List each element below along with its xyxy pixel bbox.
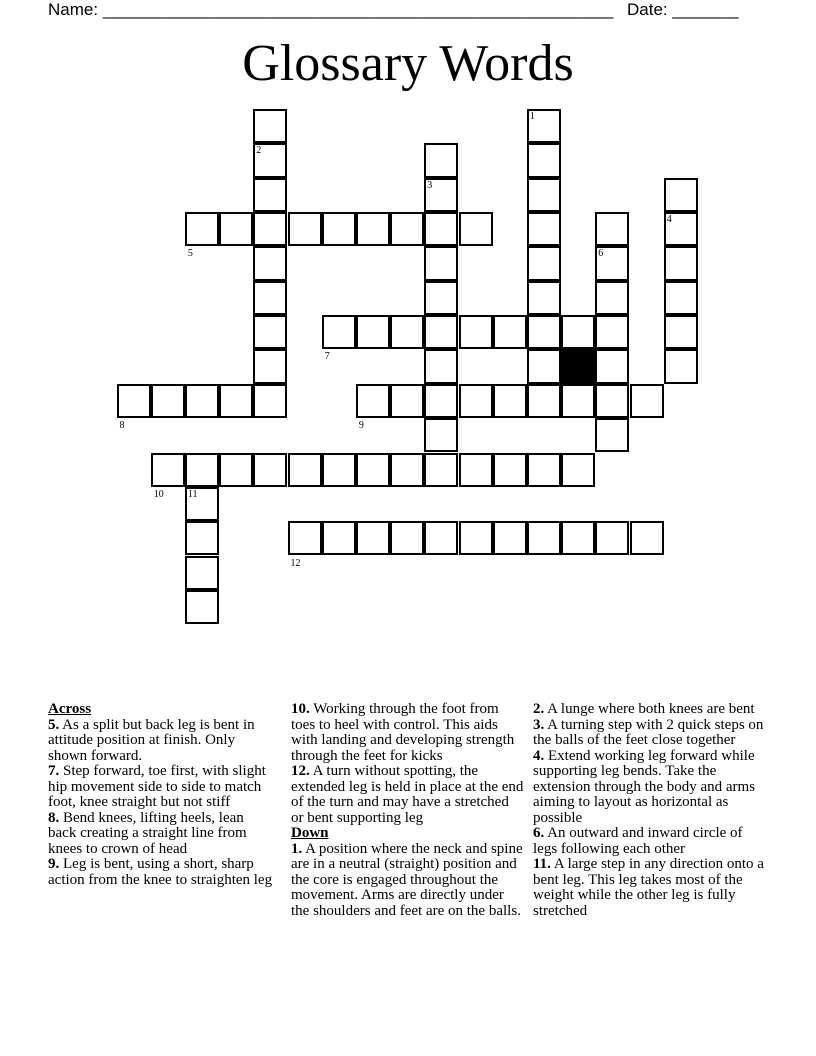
clue-text: A position where the neck and spine are in a neutral (straight) position and the core is engaged throughout the movement. Arms are directly under the shoulders and feet are on the balls. <box>291 840 523 919</box>
grid-cell[interactable] <box>493 384 527 418</box>
blocked-cell <box>561 349 595 383</box>
clue-text: A large step in any direction onto a bent leg. This leg takes most of the weight while the other leg is fully stretched <box>533 856 764 919</box>
clue-item <box>533 857 769 919</box>
clue-number-label: 3 <box>427 179 433 191</box>
clue-item <box>291 764 524 826</box>
grid-cell[interactable] <box>390 453 424 487</box>
clue-number: 7. <box>48 763 60 779</box>
clue-number: 6. <box>533 825 545 841</box>
grid-cell[interactable] <box>595 315 629 349</box>
grid-cell[interactable] <box>424 521 458 555</box>
clue-text: Leg is bent, using a short, sharp action from the knee to straighten leg <box>48 856 273 888</box>
grid-cell[interactable] <box>561 453 595 487</box>
clue-number: 8. <box>48 809 60 826</box>
grid-cell[interactable] <box>390 384 424 418</box>
grid-cell[interactable] <box>424 384 458 418</box>
clue-item <box>533 702 769 718</box>
grid-cell[interactable] <box>288 212 322 246</box>
grid-cell[interactable] <box>595 281 629 315</box>
clue-number-label: 8 <box>119 420 125 432</box>
grid-cell[interactable] <box>424 143 458 177</box>
grid-cell[interactable] <box>664 315 698 349</box>
clue-item <box>533 718 769 749</box>
grid-cell[interactable] <box>151 384 185 418</box>
clue-item <box>48 811 274 858</box>
grid-cell[interactable] <box>459 453 493 487</box>
clue-number-label: 11 <box>187 488 198 500</box>
grid-cell[interactable] <box>390 212 424 246</box>
clue-text: As a split but back leg is bent in attitude position at finish. Only shown forward. <box>48 716 255 764</box>
grid-cell[interactable] <box>424 281 458 315</box>
grid-cell[interactable] <box>493 315 527 349</box>
grid-cell[interactable] <box>356 521 390 555</box>
clues-column-2 <box>291 702 524 919</box>
grid-cell[interactable] <box>356 384 390 418</box>
grid-cell[interactable] <box>151 453 185 487</box>
grid-cell[interactable] <box>219 453 253 487</box>
grid-cell[interactable] <box>595 349 629 383</box>
clue-number: 5. <box>48 716 60 733</box>
clue-number: 2. <box>533 701 545 717</box>
clue-text: Step forward, toe first, with slight hip movement side to side to match foot, knee straight but not stiff <box>48 763 266 810</box>
clue-number: 3. <box>533 716 545 733</box>
grid-cell[interactable] <box>253 178 287 212</box>
clue-number-label: 7 <box>324 351 330 363</box>
clues-column-3 <box>533 702 769 919</box>
clue-number: 1. <box>291 840 303 857</box>
clues-column-1 <box>48 702 274 888</box>
clue-text: Working through the foot from toes to heel with control. This aids with landing and developing strength through the feet for kicks <box>291 701 515 764</box>
grid-cell[interactable] <box>424 349 458 383</box>
grid-cell[interactable] <box>493 453 527 487</box>
down-heading: Down <box>291 825 329 841</box>
clue-number-label: 4 <box>666 214 672 226</box>
page-title: Glossary Words <box>242 35 574 92</box>
grid-cell[interactable] <box>253 246 287 280</box>
grid-cell[interactable] <box>356 212 390 246</box>
grid-cell[interactable] <box>322 315 356 349</box>
grid-cell[interactable] <box>424 315 458 349</box>
clue-text: A turn without spotting, the extended leg is held in place at the end of the turn and may have a stretched or bent supporting leg <box>291 763 524 826</box>
clue-item <box>48 857 274 888</box>
grid-cell[interactable] <box>424 418 458 452</box>
clue-number: 11. <box>533 856 551 872</box>
grid-cell[interactable] <box>253 349 287 383</box>
name-field-label: Name: ______________________________________________________ <box>48 0 614 19</box>
grid-cell[interactable] <box>322 212 356 246</box>
clue-number: 12. <box>291 763 310 779</box>
grid-cell[interactable] <box>185 521 219 555</box>
grid-cell[interactable] <box>664 246 698 280</box>
grid-cell[interactable] <box>322 453 356 487</box>
clue-text: Extend working leg forward while supporting leg bends. Take the extension through the body and arms aiming to layout as horizontal as possible <box>533 747 756 826</box>
clue-text: A turning step with 2 quick steps on the balls of the feet close together <box>533 716 764 748</box>
clue-number-label: 1 <box>529 111 535 122</box>
grid-cell[interactable] <box>185 590 219 624</box>
grid-cell[interactable] <box>527 143 561 177</box>
clue-number-label: 10 <box>153 488 164 500</box>
grid-cell[interactable] <box>253 109 287 143</box>
grid-cell[interactable] <box>253 315 287 349</box>
grid-cell[interactable] <box>630 384 664 418</box>
grid-cell[interactable] <box>424 212 458 246</box>
grid-cell[interactable] <box>459 315 493 349</box>
clue-item <box>291 702 524 764</box>
grid-cell[interactable] <box>390 315 424 349</box>
grid-cell[interactable] <box>664 349 698 383</box>
grid-cell[interactable] <box>253 384 287 418</box>
grid-cell[interactable] <box>493 521 527 555</box>
grid-cell[interactable] <box>185 453 219 487</box>
grid-cell[interactable] <box>664 281 698 315</box>
grid-cell[interactable] <box>356 315 390 349</box>
grid-cell[interactable] <box>459 521 493 555</box>
grid-cell[interactable] <box>664 178 698 212</box>
date-field-label: Date: _______ <box>627 0 739 19</box>
clue-number-label: 5 <box>187 248 193 260</box>
clue-item <box>48 718 274 765</box>
grid-cell[interactable] <box>527 212 561 246</box>
grid-cell[interactable] <box>288 521 322 555</box>
grid-cell[interactable] <box>253 453 287 487</box>
grid-cell[interactable] <box>630 521 664 555</box>
grid-cell[interactable] <box>390 521 424 555</box>
grid-cell[interactable] <box>561 384 595 418</box>
grid-cell[interactable] <box>253 212 287 246</box>
clue-item <box>533 826 769 857</box>
grid-cell[interactable] <box>117 384 151 418</box>
clue-item <box>48 764 274 811</box>
grid-cell[interactable] <box>527 521 561 555</box>
clue-text: A lunge where both knees are bent <box>544 701 755 717</box>
grid-cell[interactable] <box>527 281 561 315</box>
grid-cell[interactable] <box>527 315 561 349</box>
grid-cell[interactable] <box>595 418 629 452</box>
grid-cell[interactable] <box>527 453 561 487</box>
grid-cell[interactable] <box>561 521 595 555</box>
grid-cell[interactable] <box>185 384 219 418</box>
clue-number: 10. <box>291 701 310 717</box>
grid-cell[interactable] <box>424 246 458 280</box>
grid-cell[interactable] <box>527 246 561 280</box>
clue-text: An outward and inward circle of legs following each other <box>533 825 743 857</box>
grid-cell[interactable] <box>595 521 629 555</box>
grid-cell[interactable] <box>322 521 356 555</box>
grid-cell[interactable] <box>527 349 561 383</box>
grid-cell[interactable] <box>527 178 561 212</box>
grid-cell[interactable] <box>595 384 629 418</box>
clue-item <box>533 749 769 827</box>
grid-cell[interactable] <box>185 212 219 246</box>
clue-number-label: 6 <box>598 248 604 260</box>
clue-number-label: 2 <box>256 145 262 157</box>
clue-text: Bend knees, lifting heels, lean back creating a straight line from knees to crown of head <box>48 809 247 857</box>
grid-cell[interactable] <box>253 281 287 315</box>
grid-cell[interactable] <box>219 384 253 418</box>
grid-cell[interactable] <box>459 212 493 246</box>
grid-cell[interactable] <box>527 384 561 418</box>
grid-cell[interactable] <box>459 384 493 418</box>
grid-cell[interactable] <box>356 453 390 487</box>
grid-cell[interactable] <box>561 315 595 349</box>
grid-cell[interactable] <box>185 556 219 590</box>
clue-number-label: 12 <box>290 557 301 569</box>
clue-number: 4. <box>533 747 545 764</box>
grid-cell[interactable] <box>595 212 629 246</box>
grid-cell[interactable] <box>219 212 253 246</box>
grid-cell[interactable] <box>288 453 322 487</box>
clue-number-label: 9 <box>358 420 364 432</box>
grid-cell[interactable] <box>424 453 458 487</box>
across-heading: Across <box>48 701 92 717</box>
clue-item <box>291 842 524 920</box>
clue-number: 9. <box>48 856 60 872</box>
